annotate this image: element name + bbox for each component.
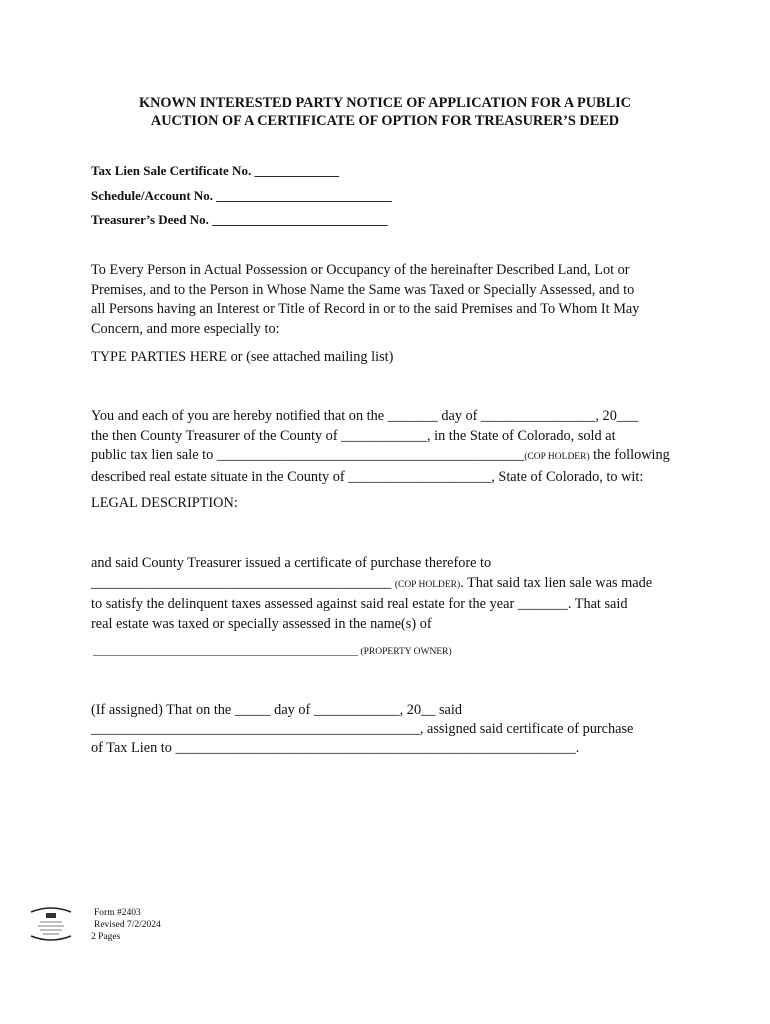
certificate-line-2-blank: __________________________________________ <box>91 574 395 591</box>
certificate-line-1: and said County Treasurer issued a certificate of purchase therefore to <box>91 555 492 571</box>
notice-line-3-text: public tax lien sale to ___________________________________________ <box>91 447 525 463</box>
assigned-line-3: of Tax Lien to ________________________________________________________. <box>91 739 580 756</box>
notice-line-3 <box>91 446 691 468</box>
legal-description-text: LEGAL DESCRIPTION: <box>91 495 238 511</box>
certificate-line-2-tail: . That said tax lien sale was made <box>460 574 653 591</box>
certificate-line-3: to satisfy the delinquent taxes assessed against said real estate for the year _______. That said <box>91 596 628 612</box>
cop-holder-label: (COP HOLDER) <box>524 452 590 462</box>
property-owner-label: (PROPERTY OWNER) <box>360 647 452 657</box>
assigned-paragraph <box>91 701 691 757</box>
page-count: 2 Pages <box>91 932 121 942</box>
reference-numbers <box>91 163 392 237</box>
notice-line-1: You and each of you are hereby notified that on the _______ day of ________________, 20___ <box>91 408 639 424</box>
certificate-paragraph <box>91 554 691 634</box>
notice-paragraph <box>91 407 691 487</box>
title-line-1: KNOWN INTERESTED PARTY NOTICE OF APPLICATION FOR A PUBLIC <box>138 95 631 111</box>
tax-lien-certificate-field: Tax Lien Sale Certificate No. _____________ <box>91 163 339 178</box>
treasurers-deed-field: Treasurer’s Deed No. ___________________________ <box>91 212 388 227</box>
intro-line-2: Premises, and to the Person in Whose Name the Same was Taxed or Specially Assessed, and to <box>91 281 635 298</box>
cop-holder-label: (COP HOLDER) <box>394 579 461 590</box>
notice-line-3-tail: the following <box>589 447 670 463</box>
property-owner-blank: _____________________________________________________ <box>93 646 361 657</box>
certificate-line-2 <box>91 574 691 596</box>
form-number: Form #2403 <box>94 908 141 918</box>
assigned-line-2: ______________________________________________, assigned said certificate of purchase <box>91 720 634 737</box>
property-owner-line <box>93 645 693 659</box>
schedule-account-field: Schedule/Account No. ___________________________ <box>91 187 392 203</box>
form-footer <box>91 907 161 943</box>
intro-line-1: To Every Person in Actual Possession or Occupancy of the hereinafter Described Land, Lot or <box>91 262 630 278</box>
assigned-line-1: (If assigned) That on the _____ day of ____________, 20__ said <box>91 702 462 718</box>
intro-line-4: Concern, and more especially to: <box>91 320 280 337</box>
legal-description-heading <box>91 494 691 514</box>
revised-date: Revised 7/2/2024 <box>94 920 161 930</box>
parties-text: TYPE PARTIES HERE or (see attached mailing list) <box>91 349 394 365</box>
document-title <box>90 94 680 130</box>
title-line-2: AUCTION OF A CERTIFICATE OF OPTION FOR TREASURER’S DEED <box>150 113 620 129</box>
notice-line-4: described real estate situate in the County of ____________________, State of Colorado, to wit: <box>91 468 644 485</box>
intro-paragraph <box>91 261 691 339</box>
notice-line-2: the then County Treasurer of the County of ____________, in the State of Colorado, sold at <box>91 427 616 444</box>
county-seal-logo <box>27 904 75 944</box>
parties-placeholder <box>91 348 691 368</box>
intro-line-3: all Persons having an Interest or Title of Record in or to the said Premises and To Whom It May <box>91 301 640 317</box>
certificate-line-4: real estate was taxed or specially assessed in the name(s) of <box>91 615 432 632</box>
